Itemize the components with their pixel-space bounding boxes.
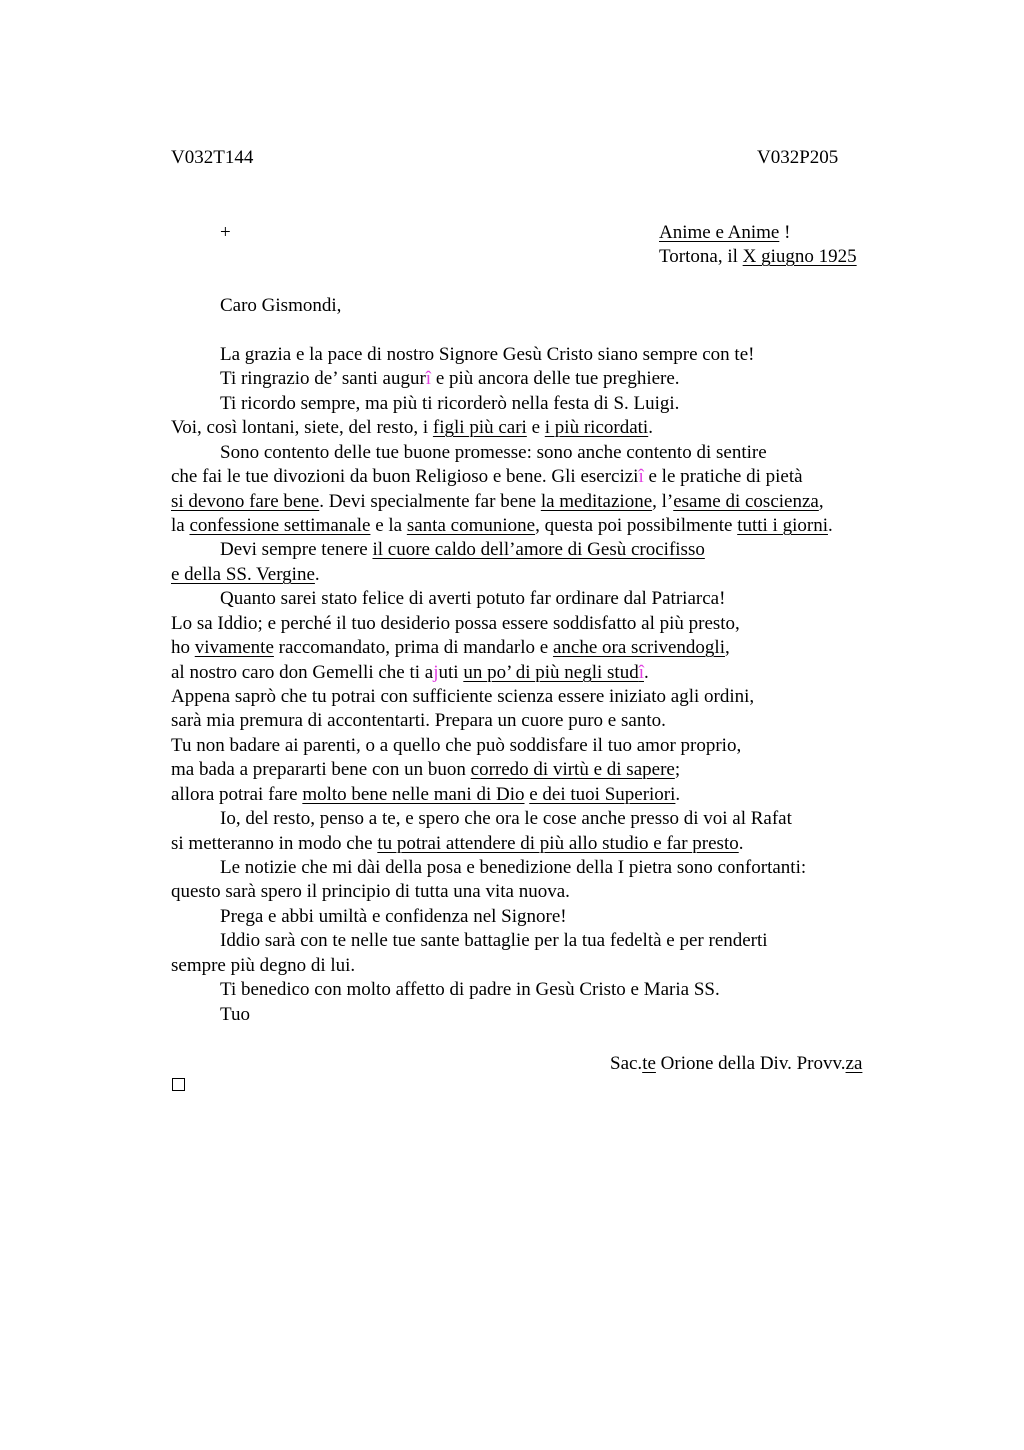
salutation: Caro Gismondi, xyxy=(220,295,342,316)
body-line: Ti ringrazio de’ santi augurî e più ancora delle tue preghiere. xyxy=(220,368,680,389)
document-code-left: V032T144 xyxy=(171,147,254,168)
body-line: Prega e abbi umiltà e confidenza nel Signore! xyxy=(220,906,567,927)
body-line: Voi, così lontani, siete, del resto, i figli più cari e i più ricordati. xyxy=(171,417,653,438)
body-line: la confessione settimanale e la santa comunione, questa poi possibilmente tutti i giorni. xyxy=(171,515,833,536)
body-line: Devi sempre tenere il cuore caldo dell’amore di Gesù crocifisso xyxy=(220,539,705,560)
body-line: ma bada a prepararti bene con un buon corredo di virtù e di sapere; xyxy=(171,759,681,780)
body-line: che fai le tue divozioni da buon Religioso e bene. Gli eserciziî e le pratiche di pietà xyxy=(171,466,803,487)
body-line: e della SS. Vergine. xyxy=(171,564,320,585)
body-line: questo sarà spero il principio di tutta una vita nuova. xyxy=(171,881,570,902)
body-line: La grazia e la pace di nostro Signore Gesù Cristo siano sempre con te! xyxy=(220,344,755,365)
motto: Anime e Anime ! xyxy=(659,222,791,243)
motto-text: Anime e Anime xyxy=(659,222,780,243)
body-line: allora potrai fare molto bene nelle mani di Dio e dei tuoi Superiori. xyxy=(171,784,681,805)
body-line: sempre più degno di lui. xyxy=(171,955,356,976)
body-line: ho vivamente raccomandato, prima di mandarlo e anche ora scrivendogli, xyxy=(171,637,730,658)
body-line: si devono fare bene. Devi specialmente far bene la meditazione, l’esame di coscienza, xyxy=(171,491,824,512)
place-date: Tortona, il X giugno 1925 xyxy=(659,246,857,267)
body-line: Lo sa Iddio; e perché il tuo desiderio possa essere soddisfatto al più presto, xyxy=(171,613,740,634)
signature: Sac.te Orione della Div. Provv.za xyxy=(610,1053,863,1074)
body-line: Iddio sarà con te nelle tue sante battaglie per la tua fedeltà e per renderti xyxy=(220,930,768,951)
body-line: si metteranno in modo che tu potrai attendere di più allo studio e far presto. xyxy=(171,833,744,854)
body-line: Quanto sarei stato felice di averti potuto far ordinare dal Patriarca! xyxy=(220,588,726,609)
body-line: Ti ricordo sempre, ma più ti ricorderò nella festa di S. Luigi. xyxy=(220,393,680,414)
body-line: Appena saprò che tu potrai con sufficiente scienza essere iniziato agli ordini, xyxy=(171,686,755,707)
body-line: Ti benedico con molto affetto di padre in Gesù Cristo e Maria SS. xyxy=(220,979,720,1000)
body-line: Sono contento delle tue buone promesse: sono anche contento di sentire xyxy=(220,442,767,463)
body-line: Tu non badare ai parenti, o a quello che può soddisfare il tuo amor proprio, xyxy=(171,735,742,756)
empty-box-icon xyxy=(172,1078,185,1091)
cross-mark: + xyxy=(220,222,231,243)
body-line: al nostro caro don Gemelli che ti ajuti un po’ di più negli studî. xyxy=(171,662,649,683)
closing-word: Tuo xyxy=(220,1004,250,1025)
body-line: Le notizie che mi dài della posa e benedizione della I pietra sono confortanti: xyxy=(220,857,807,878)
body-line: sarà mia premura di accontentarti. Prepara un cuore puro e santo. xyxy=(171,710,666,731)
letter-date: X giugno 1925 xyxy=(742,246,857,267)
body-line: Io, del resto, penso a te, e spero che ora le cose anche presso di voi al Rafat xyxy=(220,808,792,829)
document-code-right: V032P205 xyxy=(757,147,839,168)
